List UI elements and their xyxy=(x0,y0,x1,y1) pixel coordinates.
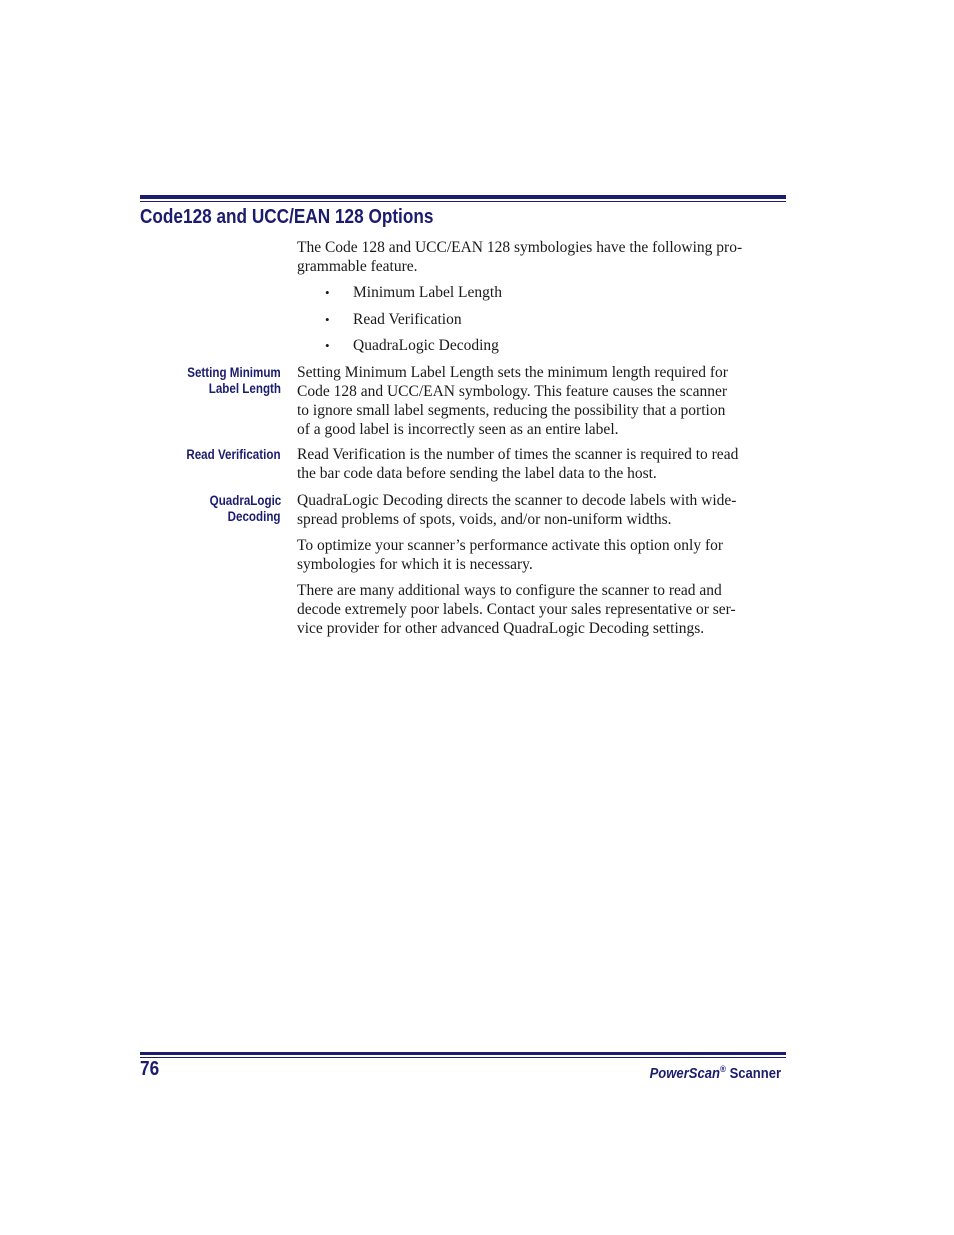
side-heading-line: QuadraLogic xyxy=(209,493,281,508)
min-label-paragraph xyxy=(297,363,789,439)
paragraph-line: Setting Minimum Label Length sets the minimum length required for xyxy=(297,364,728,381)
header-rule xyxy=(140,195,786,202)
paragraph-line: spread problems of spots, voids, and/or non-uniform widths. xyxy=(297,511,672,528)
product-name: Scanner xyxy=(725,1066,781,1082)
feature-list-item xyxy=(325,283,502,302)
optimize-paragraph xyxy=(297,536,789,574)
additional-config-paragraph xyxy=(297,581,789,638)
paragraph-line: decode extremely poor labels. Contact your sales representative or ser- xyxy=(297,601,736,618)
intro-line: grammable feature. xyxy=(297,258,418,275)
registered-mark: ® xyxy=(719,1064,726,1074)
side-heading-line: Decoding xyxy=(228,508,281,524)
feature-label: QuadraLogic Decoding xyxy=(353,337,499,354)
read-verification-paragraph xyxy=(297,445,789,483)
page-number: 76 xyxy=(140,1058,160,1080)
quadralogic-paragraph xyxy=(297,491,789,529)
paragraph-line: Code 128 and UCC/EAN symbology. This feature causes the scanner xyxy=(297,383,728,400)
side-heading-min-label-length xyxy=(120,365,281,396)
brand-name: PowerScan xyxy=(649,1066,720,1082)
paragraph-line: the bar code data before sending the label data to the host. xyxy=(297,465,657,482)
paragraph-line: QuadraLogic Decoding directs the scanner to decode labels with wide- xyxy=(297,492,737,509)
side-heading-read-verification xyxy=(120,447,281,463)
feature-list-item xyxy=(325,336,499,355)
intro-paragraph xyxy=(297,238,789,276)
side-heading-line: Setting Minimum xyxy=(187,365,281,380)
paragraph-line: symbologies for which it is necessary. xyxy=(297,556,533,573)
side-heading-line: Label Length xyxy=(208,380,281,396)
paragraph-line: of a good label is incorrectly seen as an entire label. xyxy=(297,421,619,438)
footer-product-title xyxy=(650,1059,781,1084)
paragraph-line: to ignore small label segments, reducing the possibility that a portion xyxy=(297,402,726,419)
bullet-icon: • xyxy=(325,338,330,353)
paragraph-line: Read Verification is the number of times the scanner is required to read xyxy=(297,446,739,463)
side-heading-line: Read Verification xyxy=(186,447,281,462)
section-title: Code128 and UCC/EAN 128 Options xyxy=(140,206,434,228)
intro-line: The Code 128 and UCC/EAN 128 symbologies have the following pro- xyxy=(297,239,743,256)
feature-list-item xyxy=(325,310,462,329)
side-heading-quadralogic-decoding xyxy=(120,493,281,524)
bullet-icon: • xyxy=(325,285,330,300)
paragraph-line: To optimize your scanner’s performance activate this option only for xyxy=(297,537,724,554)
feature-label: Minimum Label Length xyxy=(353,284,502,301)
feature-label: Read Verification xyxy=(353,311,462,328)
footer-rule xyxy=(140,1052,786,1058)
paragraph-line: There are many additional ways to configure the scanner to read and xyxy=(297,582,722,599)
paragraph-line: vice provider for other advanced QuadraLogic Decoding settings. xyxy=(297,620,705,637)
bullet-icon: • xyxy=(325,312,330,327)
